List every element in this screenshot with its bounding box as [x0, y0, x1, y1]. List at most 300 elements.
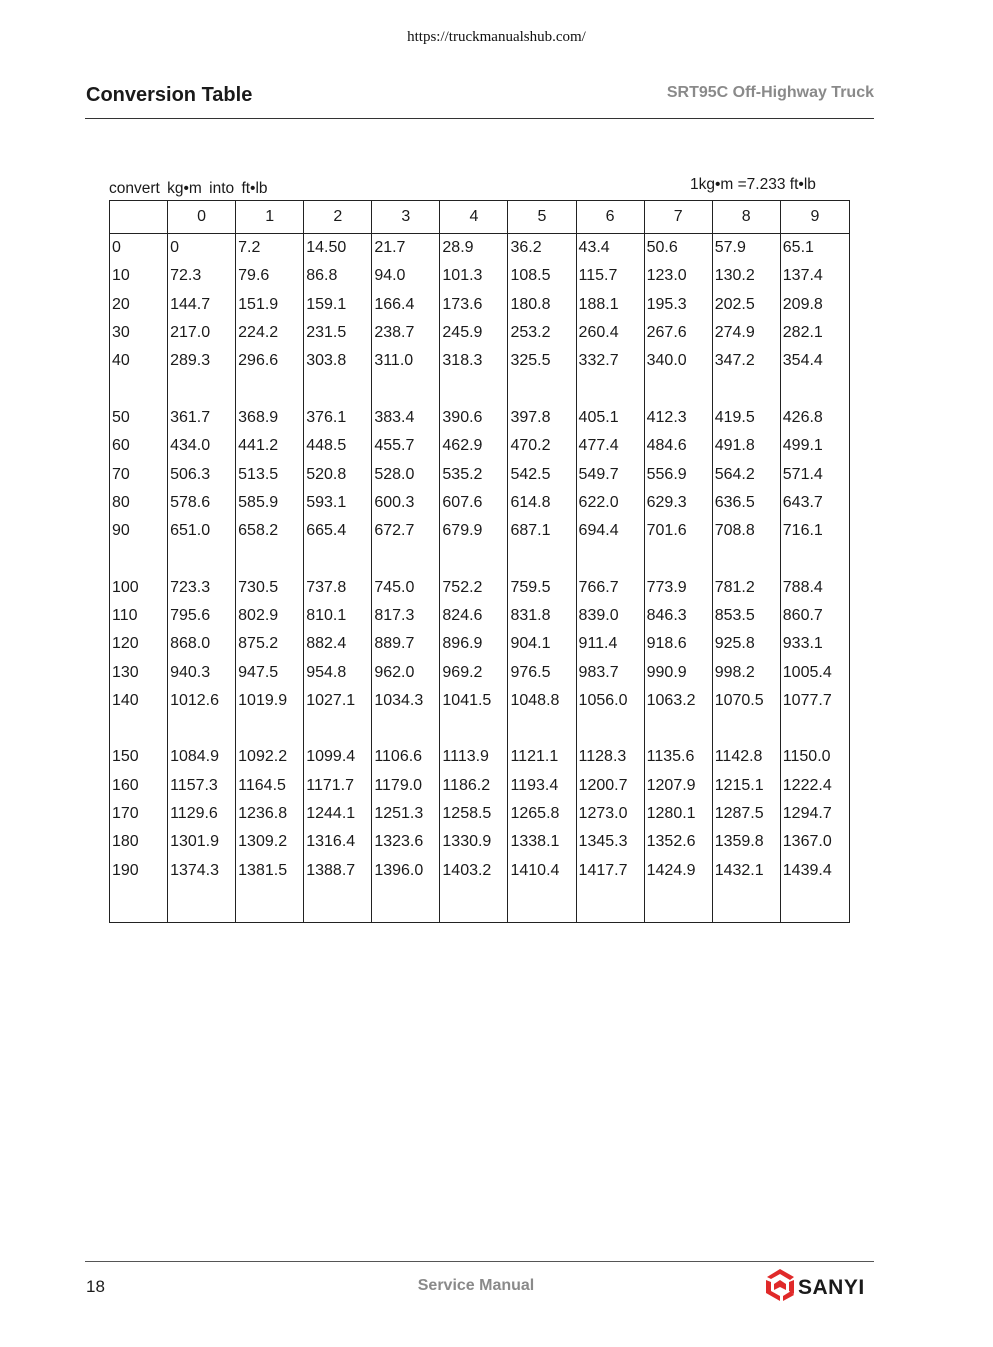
table-cell: 209.8 — [780, 291, 849, 319]
table-cell: 390.6 — [440, 404, 508, 432]
table-cell: 679.9 — [440, 517, 508, 545]
table-cell: 1092.2 — [236, 743, 304, 771]
table-cell: 839.0 — [576, 602, 644, 630]
table-cell: 1077.7 — [780, 687, 849, 715]
table-row — [110, 743, 850, 771]
table-cell: 0 — [168, 234, 236, 263]
table-cell: 1265.8 — [508, 800, 576, 828]
table-cell: 1034.3 — [372, 687, 440, 715]
table-cell: 325.5 — [508, 347, 576, 375]
table-row — [110, 772, 850, 800]
table-cell: 397.8 — [508, 404, 576, 432]
table-cell: 882.4 — [304, 630, 372, 658]
table-cell: 651.0 — [168, 517, 236, 545]
spacer-cell — [440, 885, 508, 923]
footer-label: Service Manual — [417, 1277, 535, 1294]
table-cell: 723.3 — [168, 574, 236, 602]
table-cell: 716.1 — [780, 517, 849, 545]
spacer-cell — [372, 545, 440, 573]
table-cell: 441.2 — [236, 432, 304, 460]
table-cell: 1048.8 — [508, 687, 576, 715]
table-row — [110, 489, 850, 517]
table-cell: 1323.6 — [372, 828, 440, 856]
table-cell: 730.5 — [236, 574, 304, 602]
table-cell: 484.6 — [644, 432, 712, 460]
table-cell: 687.1 — [508, 517, 576, 545]
table-cell: 347.2 — [712, 347, 780, 375]
table-cell: 1063.2 — [644, 687, 712, 715]
table-cell: 564.2 — [712, 460, 780, 488]
table-cell: 1374.3 — [168, 857, 236, 885]
table-cell: 72.3 — [168, 262, 236, 290]
spacer-cell — [508, 375, 576, 403]
table-row — [110, 319, 850, 347]
table-cell: 1410.4 — [508, 857, 576, 885]
table-cell: 1041.5 — [440, 687, 508, 715]
row-header-cell: 90 — [110, 517, 168, 545]
table-cell: 130.2 — [712, 262, 780, 290]
row-header-cell: 20 — [110, 291, 168, 319]
table-cell: 1186.2 — [440, 772, 508, 800]
table-cell: 665.4 — [304, 517, 372, 545]
table-cell: 1301.9 — [168, 828, 236, 856]
table-cell: 578.6 — [168, 489, 236, 517]
table-cell: 1359.8 — [712, 828, 780, 856]
table-cell: 520.8 — [304, 460, 372, 488]
table-cell: 195.3 — [644, 291, 712, 319]
spacer-cell — [236, 545, 304, 573]
table-cell: 1396.0 — [372, 857, 440, 885]
table-cell: 788.4 — [780, 574, 849, 602]
table-cell: 629.3 — [644, 489, 712, 517]
table-cell: 477.4 — [576, 432, 644, 460]
table-cell: 860.7 — [780, 602, 849, 630]
table-cell: 50.6 — [644, 234, 712, 263]
table-cell: 1388.7 — [304, 857, 372, 885]
table-cell: 462.9 — [440, 432, 508, 460]
spacer-cell — [236, 375, 304, 403]
table-row — [110, 800, 850, 828]
table-cell: 904.1 — [508, 630, 576, 658]
table-cell: 998.2 — [712, 658, 780, 686]
table-cell: 173.6 — [440, 291, 508, 319]
table-cell: 267.6 — [644, 319, 712, 347]
row-header-cell: 50 — [110, 404, 168, 432]
spacer-cell — [304, 545, 372, 573]
spacer-row — [110, 375, 850, 403]
table-cell: 65.1 — [780, 234, 849, 263]
row-header-cell: 40 — [110, 347, 168, 375]
table-cell: 79.6 — [236, 262, 304, 290]
table-cell: 1367.0 — [780, 828, 849, 856]
table-cell: 593.1 — [304, 489, 372, 517]
table-cell: 21.7 — [372, 234, 440, 263]
table-cell: 1251.3 — [372, 800, 440, 828]
table-cell: 224.2 — [236, 319, 304, 347]
table-cell: 868.0 — [168, 630, 236, 658]
table-row — [110, 517, 850, 545]
table-cell: 274.9 — [712, 319, 780, 347]
table-cell: 506.3 — [168, 460, 236, 488]
table-row — [110, 404, 850, 432]
table-cell: 954.8 — [304, 658, 372, 686]
page-title: Conversion Table — [86, 84, 253, 106]
table-row — [110, 291, 850, 319]
spacer-cell — [712, 545, 780, 573]
table-cell: 434.0 — [168, 432, 236, 460]
spacer-cell — [304, 885, 372, 923]
table-row — [110, 687, 850, 715]
table-cell: 976.5 — [508, 658, 576, 686]
spacer-cell — [168, 715, 236, 743]
table-row — [110, 857, 850, 885]
table-cell: 1121.1 — [508, 743, 576, 771]
table-cell: 1273.0 — [576, 800, 644, 828]
table-cell: 1179.0 — [372, 772, 440, 800]
table-row — [110, 347, 850, 375]
table-cell: 1164.5 — [236, 772, 304, 800]
table-cell: 672.7 — [372, 517, 440, 545]
table-cell: 311.0 — [372, 347, 440, 375]
table-cell: 1432.1 — [712, 857, 780, 885]
table-cell: 28.9 — [440, 234, 508, 263]
table-cell: 1222.4 — [780, 772, 849, 800]
row-header-cell: 190 — [110, 857, 168, 885]
table-cell: 1381.5 — [236, 857, 304, 885]
table-cell: 94.0 — [372, 262, 440, 290]
table-cell: 296.6 — [236, 347, 304, 375]
table-cell: 1417.7 — [576, 857, 644, 885]
spacer-cell — [780, 885, 849, 923]
table-cell: 737.8 — [304, 574, 372, 602]
row-header-cell: 110 — [110, 602, 168, 630]
spacer-cell — [712, 885, 780, 923]
table-cell: 990.9 — [644, 658, 712, 686]
column-header: 4 — [440, 201, 508, 234]
table-cell: 542.5 — [508, 460, 576, 488]
spacer-cell — [440, 375, 508, 403]
table-cell: 361.7 — [168, 404, 236, 432]
spacer-cell — [168, 885, 236, 923]
table-cell: 376.1 — [304, 404, 372, 432]
table-cell: 766.7 — [576, 574, 644, 602]
table-cell: 947.5 — [236, 658, 304, 686]
column-header: 7 — [644, 201, 712, 234]
table-cell: 289.3 — [168, 347, 236, 375]
spacer-cell — [644, 715, 712, 743]
table-cell: 853.5 — [712, 602, 780, 630]
table-cell: 151.9 — [236, 291, 304, 319]
table-cell: 412.3 — [644, 404, 712, 432]
table-cell: 1352.6 — [644, 828, 712, 856]
spacer-cell — [110, 375, 168, 403]
table-cell: 1294.7 — [780, 800, 849, 828]
row-header-cell: 150 — [110, 743, 168, 771]
column-header: 8 — [712, 201, 780, 234]
table-cell: 455.7 — [372, 432, 440, 460]
table-cell: 1215.1 — [712, 772, 780, 800]
table-cell: 115.7 — [576, 262, 644, 290]
row-header-cell: 70 — [110, 460, 168, 488]
table-cell: 694.4 — [576, 517, 644, 545]
table-cell: 1113.9 — [440, 743, 508, 771]
table-row — [110, 574, 850, 602]
table-cell: 238.7 — [372, 319, 440, 347]
table-cell: 108.5 — [508, 262, 576, 290]
column-header: 1 — [236, 201, 304, 234]
table-cell: 933.1 — [780, 630, 849, 658]
column-header: 0 — [168, 201, 236, 234]
header-divider — [85, 118, 874, 119]
table-cell: 889.7 — [372, 630, 440, 658]
table-cell: 1135.6 — [644, 743, 712, 771]
table-cell: 1258.5 — [440, 800, 508, 828]
spacer-cell — [508, 885, 576, 923]
table-cell: 752.2 — [440, 574, 508, 602]
table-cell: 1338.1 — [508, 828, 576, 856]
table-cell: 1129.6 — [168, 800, 236, 828]
table-row — [110, 828, 850, 856]
table-cell: 1193.4 — [508, 772, 576, 800]
table-cell: 1027.1 — [304, 687, 372, 715]
row-header-cell: 140 — [110, 687, 168, 715]
table-cell: 101.3 — [440, 262, 508, 290]
table-cell: 383.4 — [372, 404, 440, 432]
table-cell: 1142.8 — [712, 743, 780, 771]
table-cell: 1200.7 — [576, 772, 644, 800]
table-cell: 1280.1 — [644, 800, 712, 828]
table-cell: 1171.7 — [304, 772, 372, 800]
table-cell: 426.8 — [780, 404, 849, 432]
conversion-table — [109, 200, 850, 923]
spacer-cell — [576, 545, 644, 573]
table-cell: 14.50 — [304, 234, 372, 263]
table-cell: 585.9 — [236, 489, 304, 517]
table-cell: 7.2 — [236, 234, 304, 263]
table-cell: 137.4 — [780, 262, 849, 290]
source-url: https://truckmanualshub.com/ — [407, 29, 586, 45]
table-cell: 36.2 — [508, 234, 576, 263]
table-cell: 448.5 — [304, 432, 372, 460]
table-row — [110, 460, 850, 488]
spacer-cell — [372, 715, 440, 743]
table-cell: 354.4 — [780, 347, 849, 375]
sanyi-logo — [763, 1268, 875, 1302]
table-cell: 1056.0 — [576, 687, 644, 715]
spacer-row — [110, 545, 850, 573]
table-cell: 535.2 — [440, 460, 508, 488]
table-cell: 643.7 — [780, 489, 849, 517]
row-header-cell: 160 — [110, 772, 168, 800]
table-cell: 607.6 — [440, 489, 508, 517]
spacer-cell — [576, 715, 644, 743]
table-cell: 513.5 — [236, 460, 304, 488]
spacer-cell — [168, 375, 236, 403]
spacer-cell — [576, 885, 644, 923]
table-cell: 759.5 — [508, 574, 576, 602]
table-cell: 1309.2 — [236, 828, 304, 856]
table-cell: 245.9 — [440, 319, 508, 347]
column-header: 6 — [576, 201, 644, 234]
column-header: 5 — [508, 201, 576, 234]
row-header-cell: 100 — [110, 574, 168, 602]
table-cell: 1424.9 — [644, 857, 712, 885]
table-cell: 86.8 — [304, 262, 372, 290]
spacer-row — [110, 715, 850, 743]
spacer-cell — [304, 715, 372, 743]
table-cell: 600.3 — [372, 489, 440, 517]
table-cell: 419.5 — [712, 404, 780, 432]
table-row — [110, 602, 850, 630]
document-name: SRT95C Off-Highway Truck — [666, 84, 874, 101]
table-cell: 303.8 — [304, 347, 372, 375]
table-cell: 1157.3 — [168, 772, 236, 800]
spacer-cell — [168, 545, 236, 573]
table-cell: 57.9 — [712, 234, 780, 263]
table-cell: 795.6 — [168, 602, 236, 630]
footer-divider — [85, 1261, 874, 1262]
table-cell: 43.4 — [576, 234, 644, 263]
table-cell: 499.1 — [780, 432, 849, 460]
spacer-cell — [780, 715, 849, 743]
spacer-cell — [780, 545, 849, 573]
table-cell: 556.9 — [644, 460, 712, 488]
table-cell: 188.1 — [576, 291, 644, 319]
spacer-cell — [372, 885, 440, 923]
table-cell: 144.7 — [168, 291, 236, 319]
spacer-cell — [508, 545, 576, 573]
spacer-cell — [440, 715, 508, 743]
table-row — [110, 262, 850, 290]
table-cell: 1244.1 — [304, 800, 372, 828]
corner-header-cell — [110, 201, 168, 234]
table-cell: 405.1 — [576, 404, 644, 432]
table-cell: 1150.0 — [780, 743, 849, 771]
spacer-cell — [780, 375, 849, 403]
conversion-factor: 1kg•m =7.233 ft•lb — [690, 176, 816, 193]
spacer-cell — [576, 375, 644, 403]
table-cell: 896.9 — [440, 630, 508, 658]
table-cell: 318.3 — [440, 347, 508, 375]
table-cell: 491.8 — [712, 432, 780, 460]
table-cell: 332.7 — [576, 347, 644, 375]
column-header: 2 — [304, 201, 372, 234]
table-header-row — [110, 201, 850, 234]
table-cell: 253.2 — [508, 319, 576, 347]
spacer-cell — [236, 885, 304, 923]
table-cell: 911.4 — [576, 630, 644, 658]
table-row — [110, 630, 850, 658]
table-cell: 217.0 — [168, 319, 236, 347]
spacer-cell — [304, 375, 372, 403]
page-number: 18 — [86, 1277, 105, 1296]
spacer-cell — [644, 375, 712, 403]
table-cell: 159.1 — [304, 291, 372, 319]
spacer-cell — [236, 715, 304, 743]
table-cell: 636.5 — [712, 489, 780, 517]
spacer-cell — [110, 715, 168, 743]
spacer-cell — [110, 885, 168, 923]
table-cell: 180.8 — [508, 291, 576, 319]
spacer-cell — [712, 375, 780, 403]
spacer-row — [110, 885, 850, 923]
table-cell: 773.9 — [644, 574, 712, 602]
table-cell: 549.7 — [576, 460, 644, 488]
table-cell: 1287.5 — [712, 800, 780, 828]
row-header-cell: 30 — [110, 319, 168, 347]
table-cell: 1345.3 — [576, 828, 644, 856]
table-cell: 824.6 — [440, 602, 508, 630]
spacer-cell — [712, 715, 780, 743]
table-cell: 202.5 — [712, 291, 780, 319]
table-cell: 940.3 — [168, 658, 236, 686]
table-cell: 123.0 — [644, 262, 712, 290]
sanyi-logo-mark — [766, 1269, 794, 1301]
table-cell: 1403.2 — [440, 857, 508, 885]
table-cell: 528.0 — [372, 460, 440, 488]
table-cell: 810.1 — [304, 602, 372, 630]
table-cell: 1128.3 — [576, 743, 644, 771]
table-cell: 1012.6 — [168, 687, 236, 715]
spacer-cell — [440, 545, 508, 573]
column-header: 3 — [372, 201, 440, 234]
spacer-cell — [644, 545, 712, 573]
table-cell: 1439.4 — [780, 857, 849, 885]
row-header-cell: 130 — [110, 658, 168, 686]
row-header-cell: 60 — [110, 432, 168, 460]
table-cell: 802.9 — [236, 602, 304, 630]
table-cell: 701.6 — [644, 517, 712, 545]
sanyi-logo-wordmark: SANYI — [798, 1276, 865, 1299]
table-row — [110, 658, 850, 686]
row-header-cell: 10 — [110, 262, 168, 290]
table-cell: 231.5 — [304, 319, 372, 347]
table-row — [110, 432, 850, 460]
table-row — [110, 234, 850, 263]
row-header-cell: 120 — [110, 630, 168, 658]
table-cell: 571.4 — [780, 460, 849, 488]
table-cell: 781.2 — [712, 574, 780, 602]
row-header-cell: 170 — [110, 800, 168, 828]
row-header-cell: 180 — [110, 828, 168, 856]
table-cell: 745.0 — [372, 574, 440, 602]
table-cell: 340.0 — [644, 347, 712, 375]
table-cell: 260.4 — [576, 319, 644, 347]
table-cell: 1207.9 — [644, 772, 712, 800]
spacer-cell — [644, 885, 712, 923]
row-header-cell: 80 — [110, 489, 168, 517]
table-cell: 1236.8 — [236, 800, 304, 828]
spacer-cell — [110, 545, 168, 573]
table-cell: 368.9 — [236, 404, 304, 432]
table-cell: 962.0 — [372, 658, 440, 686]
table-cell: 817.3 — [372, 602, 440, 630]
row-header-cell: 0 — [110, 234, 168, 263]
table-cell: 470.2 — [508, 432, 576, 460]
table-cell: 846.3 — [644, 602, 712, 630]
table-cell: 925.8 — [712, 630, 780, 658]
table-caption: convert kg•m into ft•lb — [109, 180, 268, 197]
table-cell: 1106.6 — [372, 743, 440, 771]
spacer-cell — [508, 715, 576, 743]
table-cell: 166.4 — [372, 291, 440, 319]
spacer-cell — [372, 375, 440, 403]
table-cell: 658.2 — [236, 517, 304, 545]
table-cell: 983.7 — [576, 658, 644, 686]
table-cell: 622.0 — [576, 489, 644, 517]
table-cell: 1330.9 — [440, 828, 508, 856]
table-cell: 1316.4 — [304, 828, 372, 856]
